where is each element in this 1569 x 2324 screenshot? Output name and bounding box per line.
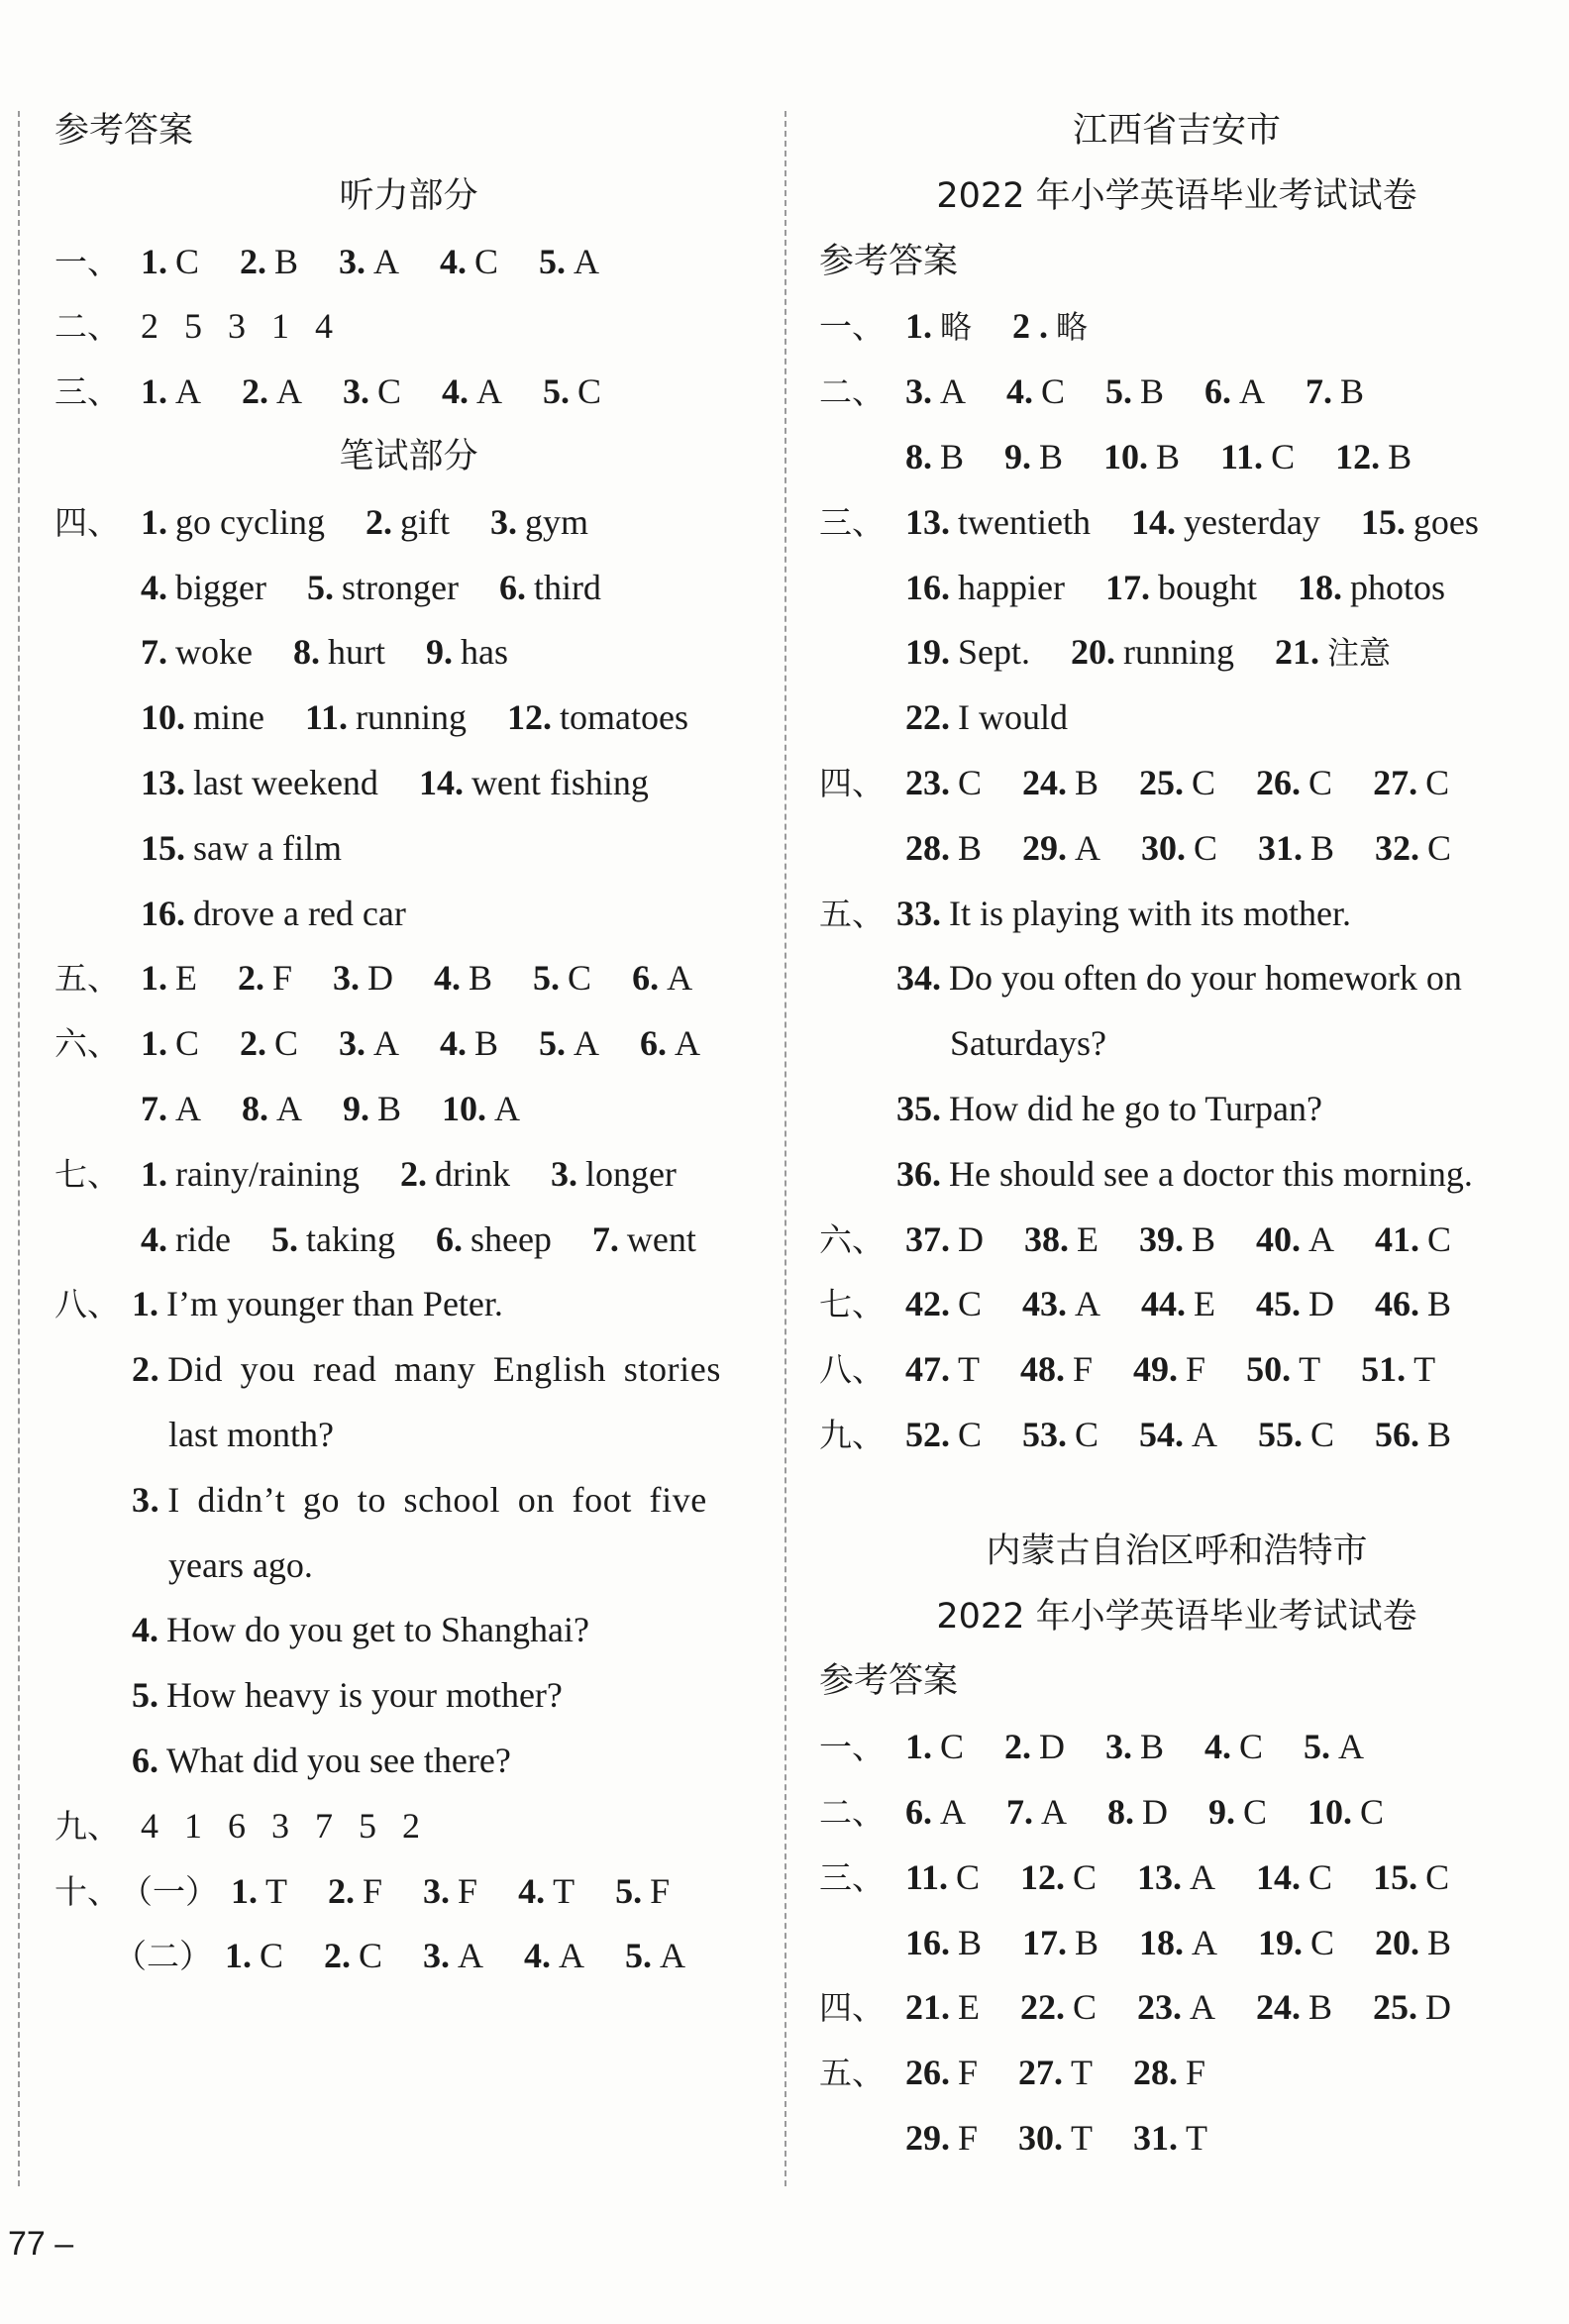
- exam1-section-2: 二、 3. A 4. C 5. B 6. A 7. B: [819, 371, 1365, 412]
- column-divider: [784, 111, 786, 2186]
- section-8: 八、 1. I’m younger than Peter.: [54, 1284, 503, 1324]
- listening-title: 听力部分: [339, 175, 478, 216]
- exam1-title-year: 2022 年小学英语毕业考试试卷: [936, 175, 1417, 216]
- exam1-section-5: 五、 33. It is playing with its mother.: [819, 893, 1351, 933]
- left-margin-divider: [18, 111, 20, 2186]
- exam1-section-6: 六、 37. D 38. E 39. B 40. A 41. C: [819, 1218, 1452, 1259]
- section-10: 十、（一） 1. T 2. F 3. F 4. T 5. F: [54, 1870, 671, 1911]
- section-1: 一、 1. C 2. B 3. A 4. C 5. A: [54, 241, 600, 281]
- section-5: 五、 1. E 2. F 3. D 4. B 5. C 6. A: [54, 958, 693, 999]
- exam1-section-9: 九、 52. C 53. C 54. A 55. C 56. B: [819, 1414, 1452, 1454]
- exam2-section-4: 四、 21. E 22. C 23. A 24. B 25. D: [819, 1987, 1452, 2028]
- left-column: 参考答案 听力部分 一、 1. C 2. B 3. A 4. C 5. A 二、 2 5 3 1 4 三、 1. A 2. A 3. C 4. A 5. C 笔试部分 四、 1. go cycling 2. gift 3. gym 4. bigger 5. stronger 6. third 7. woke 8. hurt 9. has 10. mine 11. running 12. tomatoes 13. last weekend 14. went fishing 15. saw a film 16. drove a red car 五、 1. E 2. F 3. D 4. B 5. C 6. A 六、 1. C 2. C 3. A 4. B 5. A 6. A 7. A 8. A 9. B 10. A 七、 1. rainy/raining 2. drink 3. longer 4. ride 5. taking 6. sheep 7. went 八、 1. I’m younger than Peter. 2. Did you read many English stories last month? 3. I didn’t go to school on foot five years ago. 4. How do you get to Shanghai? 5. How heavy is your mother? 6. What did you see there? 九、 4 1 6 3 7 5 2 十、（一） 1. T 2. F 3. F 4. T 5. F （二） 1. C 2. C 3. A 4. A 5. A: [54, 99, 763, 1989]
- section-6: 六、 1. C 2. C 3. A 4. B 5. A 6. A: [54, 1023, 701, 1064]
- exam1-section-7: 七、 42. C 43. A 44. E 45. D 46. B: [819, 1284, 1452, 1324]
- exam2-heading: 参考答案: [819, 1661, 959, 1702]
- section-9: 九、 4 1 6 3 7 5 2: [54, 1805, 420, 1846]
- writing-title: 笔试部分: [339, 436, 478, 476]
- exam1-title-region: 江西省吉安市: [1072, 111, 1281, 151]
- exam2-section-5: 五、 26. F 27. T 28. F: [819, 2053, 1206, 2093]
- section-2: 二、 2 5 3 1 4: [54, 306, 333, 347]
- right-column: 江西省吉安市 2022 年小学英语毕业考试试卷 参考答案 一、 1. 略 2 . 略 二、 3. A 4. C 5. B 6. A 7. B 8. B 9. B 10. B 11. C 12. B 三、 13. twentieth 14. yesterday 15. goes 16. happier 17. bought 18. photos 19. Sept. 20. running 21. 注意 22. I would 四、 23. C 24. B 25. C 26. C 27. C 28. B 29. A 30. C 31. B 32. C 五、 33. It is playing with its mother. 34. Do you often do your homework on Saturdays? 35. How did he go to Turpan? 36. He should see a doctor this morning. 六、 37. D 38. E 39. B 40. A 41. C 七、 42. C 43. A 44. E 45. D 46. B 八、 47. T 48. F 49. F 50. T 51. T 九、 52. C 53. C 54. A 55. C 56. B 内蒙古自治区呼和浩特市 2022 年小学英语毕业考试试卷 参考答案 一、 1. C 2. D 3. B 4. C 5. A 二、 6. A 7. A 8. D 9. C 10. C 三、 11. C 12. C 13. A 14. C 15. C 16. B 17. B 18. A 19. C 20. B 四、 21. E 22. C 23. A 24. B 25. D 五、 26. F 27. T 28. F 29. F 30. T 31. T: [819, 99, 1534, 2171]
- exam2-section-3: 三、 11. C 12. C 13. A 14. C 15. C: [819, 1856, 1450, 1897]
- exam1-section-1: 一、 1. 略 2 . 略: [819, 306, 1089, 347]
- section-7: 七、 1. rainy/raining 2. drink 3. longer: [54, 1153, 677, 1194]
- exam1-section-8: 八、 47. T 48. F 49. F 50. T 51. T: [819, 1349, 1436, 1390]
- exam1-section-4: 四、 23. C 24. B 25. C 26. C 27. C: [819, 762, 1450, 802]
- section-4: 四、 1. go cycling 2. gift 3. gym: [54, 501, 588, 542]
- page-number: 77 –: [8, 2225, 74, 2263]
- exam2-section-1: 一、 1. C 2. D 3. B 4. C 5. A: [819, 1727, 1365, 1767]
- exam1-heading: 参考答案: [819, 241, 959, 281]
- exam2-title-region: 内蒙古自治区呼和浩特市: [986, 1531, 1368, 1571]
- answer-heading: 参考答案: [54, 111, 194, 151]
- exam1-section-3: 三、 13. twentieth 14. yesterday 15. goes: [819, 501, 1479, 542]
- exam2-section-2: 二、 6. A 7. A 8. D 9. C 10. C: [819, 1791, 1385, 1832]
- section-3: 三、 1. A 2. A 3. C 4. A 5. C: [54, 371, 602, 412]
- exam2-title-year: 2022 年小学英语毕业考试试卷: [936, 1596, 1417, 1637]
